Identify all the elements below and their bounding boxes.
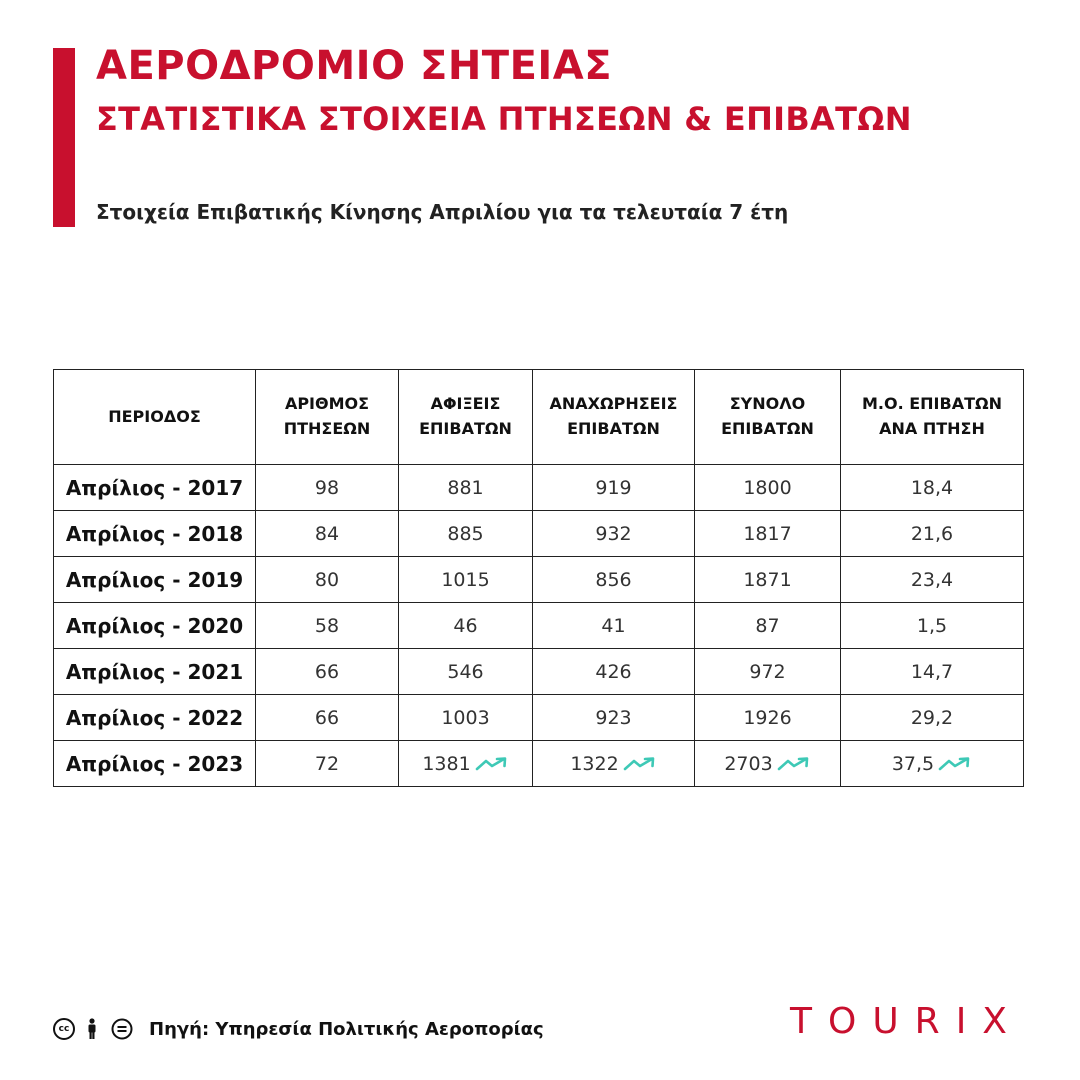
arrivals-cell: 881 [399,465,533,511]
arrivals-cell: 46 [399,603,533,649]
period-cell: Απρίλιος - 2021 [54,649,256,695]
column-header-average: Μ.Ο. ΕΠΙΒΑΤΩΝ ΑΝΑ ΠΤΗΣΗ [841,370,1024,465]
tourix-logo: TOURIX [790,1001,1023,1042]
period-cell: Απρίλιος - 2018 [54,511,256,557]
table-row [54,465,1024,511]
table-row [54,741,1024,787]
cc-icon: cc [53,1018,75,1040]
flights-cell: 66 [256,695,399,741]
footer [53,1014,544,1044]
total-cell: 87 [695,603,841,649]
total-cell: 972 [695,649,841,695]
trending-up-icon [938,757,972,771]
table-header-row [54,370,1024,465]
table-row [54,695,1024,741]
total-cell: 1800 [695,465,841,511]
stats-table [53,369,1024,787]
table-caption: Στοιχεία Επιβατικής Κίνησης Απριλίου για τα τελευταία 7 έτη [96,200,789,224]
average-cell: 21,6 [841,511,1024,557]
source-text: Πηγή: Υπηρεσία Πολιτικής Αεροπορίας [149,1018,544,1040]
equal-icon [111,1018,133,1040]
table-row [54,649,1024,695]
total-cell: 2703 [695,741,841,787]
page-subtitle: ΣΤΑΤΙΣΤΙΚΑ ΣΤΟΙΧΕΙΑ ΠΤΗΣΕΩΝ & ΕΠΙΒΑΤΩΝ [96,100,912,138]
average-cell: 14,7 [841,649,1024,695]
period-cell: Απρίλιος - 2020 [54,603,256,649]
column-header-flights: ΑΡΙΘΜΟΣ ΠΤΗΣΕΩΝ [256,370,399,465]
column-header-arrivals: ΑΦΙΞΕΙΣ ΕΠΙΒΑΤΩΝ [399,370,533,465]
flights-cell: 58 [256,603,399,649]
departures-cell: 41 [533,603,695,649]
arrivals-cell: 1003 [399,695,533,741]
arrivals-cell: 1381 [399,741,533,787]
period-cell: Απρίλιος - 2023 [54,741,256,787]
departures-cell: 923 [533,695,695,741]
trending-up-icon [475,757,509,771]
flights-cell: 66 [256,649,399,695]
departures-cell: 919 [533,465,695,511]
departures-cell: 856 [533,557,695,603]
table-row [54,511,1024,557]
total-cell: 1871 [695,557,841,603]
table-row [54,557,1024,603]
arrivals-cell: 546 [399,649,533,695]
flights-cell: 98 [256,465,399,511]
flights-cell: 72 [256,741,399,787]
average-cell: 29,2 [841,695,1024,741]
accent-bar [53,48,75,227]
period-cell: Απρίλιος - 2022 [54,695,256,741]
period-cell: Απρίλιος - 2017 [54,465,256,511]
average-cell: 18,4 [841,465,1024,511]
arrivals-cell: 885 [399,511,533,557]
trending-up-icon [777,757,811,771]
person-icon [85,1018,99,1040]
total-cell: 1926 [695,695,841,741]
page-title: ΑΕΡΟΔΡΟΜΙΟ ΣΗΤΕΙΑΣ [96,43,613,89]
average-cell: 37,5 [841,741,1024,787]
trending-up-icon [623,757,657,771]
table-row [54,603,1024,649]
average-cell: 1,5 [841,603,1024,649]
arrivals-cell: 1015 [399,557,533,603]
departures-cell: 426 [533,649,695,695]
average-cell: 23,4 [841,557,1024,603]
total-cell: 1817 [695,511,841,557]
column-header-period: ΠΕΡΙΟΔΟΣ [54,370,256,465]
period-cell: Απρίλιος - 2019 [54,557,256,603]
column-header-total: ΣΥΝΟΛΟ ΕΠΙΒΑΤΩΝ [695,370,841,465]
flights-cell: 84 [256,511,399,557]
departures-cell: 932 [533,511,695,557]
departures-cell: 1322 [533,741,695,787]
column-header-departures: ΑΝΑΧΩΡΗΣΕΙΣ ΕΠΙΒΑΤΩΝ [533,370,695,465]
flights-cell: 80 [256,557,399,603]
